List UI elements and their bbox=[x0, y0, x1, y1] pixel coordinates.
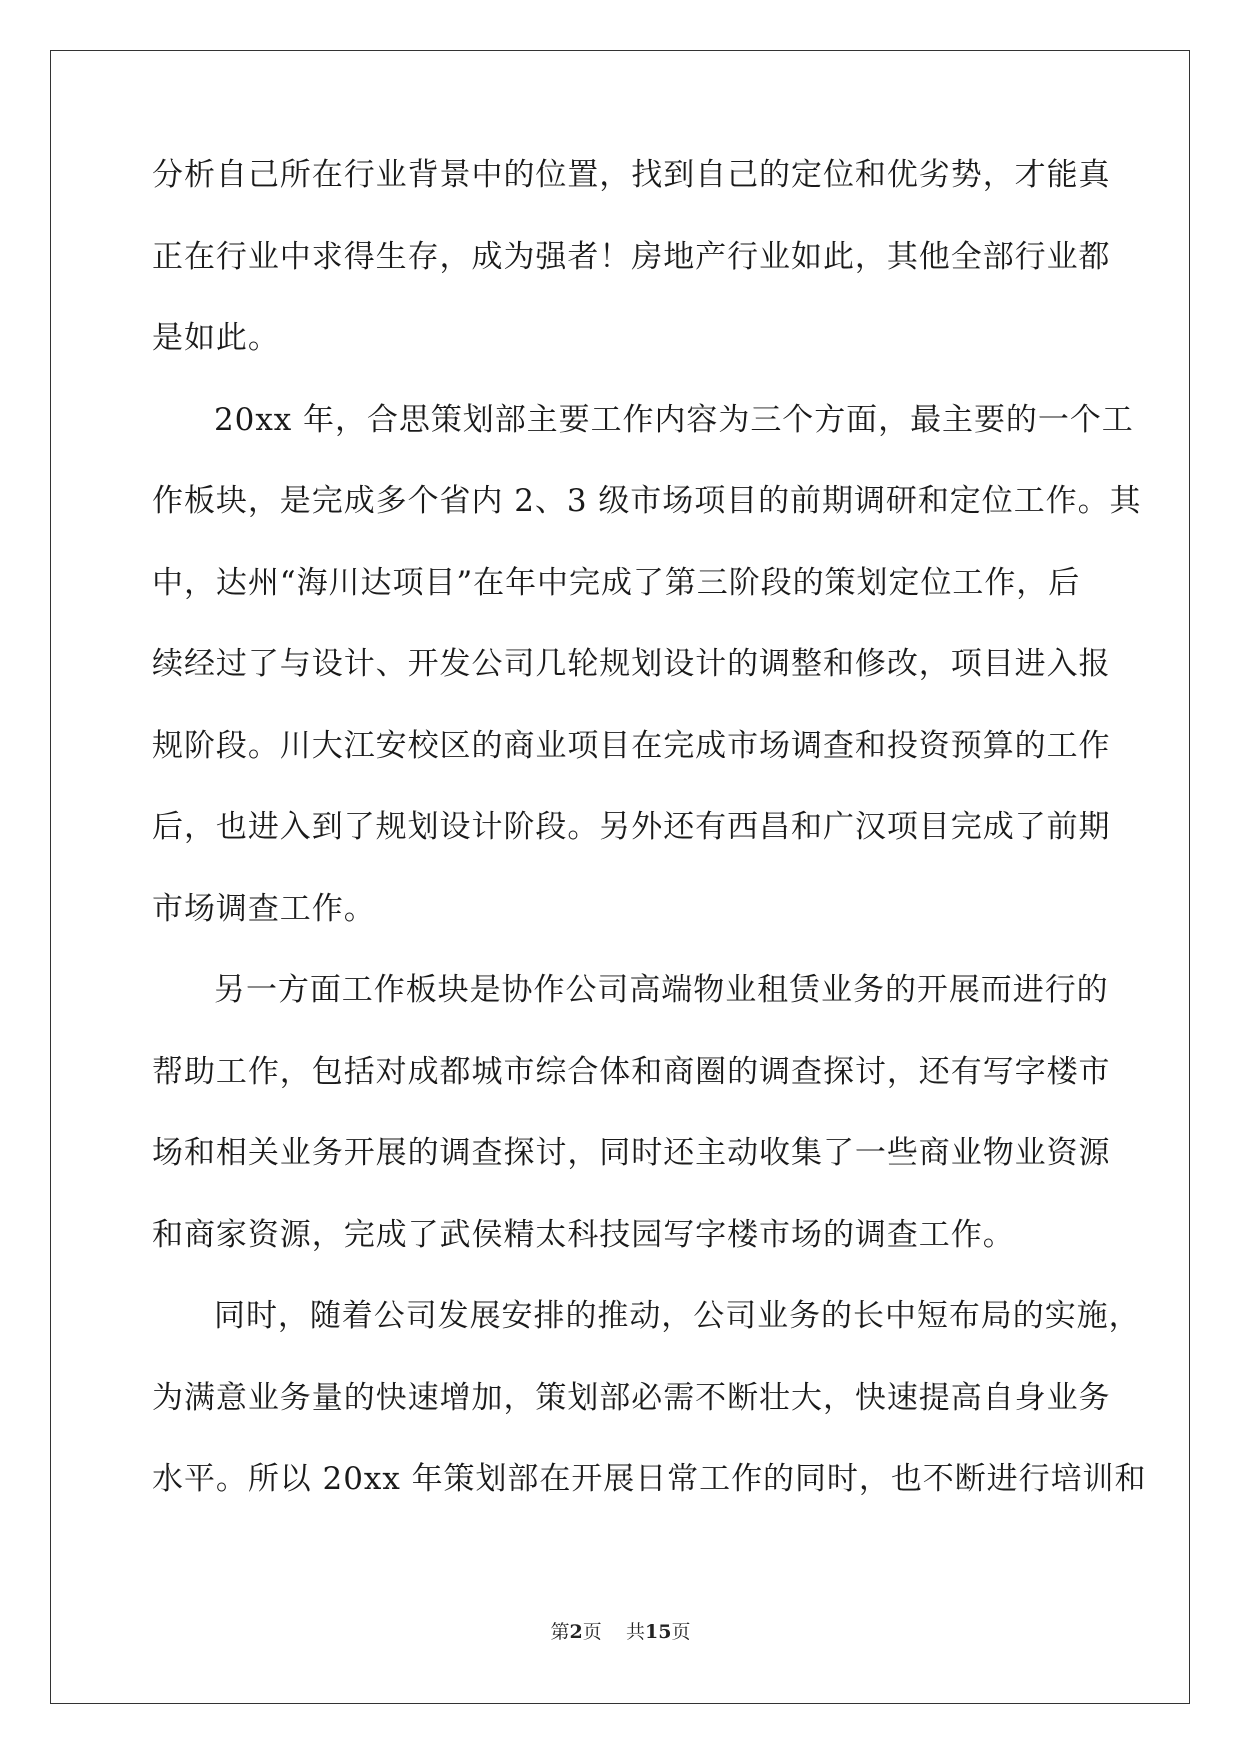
text-line: 规阶段。川大江安校区的商业项目在完成市场调查和投资预算的工作 bbox=[152, 727, 1111, 764]
page-footer bbox=[0, 1620, 1241, 1644]
text-line: 续经过了与设计、开发公司几轮规划设计的调整和修改，项目进入报 bbox=[152, 646, 1111, 682]
footer-total-prefix: 共 bbox=[625, 1621, 645, 1643]
text-line: 场和相关业务开展的调查探讨，同时还主动收集了一些商业物业资源 bbox=[152, 1135, 1111, 1171]
text-line: 作板块，是完成多个省内 2、3 级市场项目的前期调研和定位工作。其 bbox=[152, 483, 1142, 519]
text-line: 为满意业务量的快速增加，策划部必需不断壮大，快速提高自身业务 bbox=[152, 1379, 1111, 1416]
paragraph-start-line: 同时，随着公司发展安排的推动，公司业务的长中短布局的实施， bbox=[214, 1298, 1141, 1334]
text-line: 正在行业中求得生存，成为强者！房地产行业如此，其他全部行业都 bbox=[152, 238, 1111, 275]
text-line: 水平。所以 20xx 年策划部在开展日常工作的同时，也不断进行培训和 bbox=[152, 1461, 1147, 1497]
text-line: 分析自己所在行业背景中的位置，找到自己的定位和优劣势，才能真 bbox=[152, 157, 1111, 193]
text-line: 中，达州“海川达项目”在年中完成了第三阶段的策划定位工作，后 bbox=[152, 564, 1081, 601]
paragraph-start-line: 另一方面工作板块是协作公司高端物业租赁业务的开展而进行的 bbox=[214, 972, 1109, 1008]
paragraph-start-line: 20xx 年，合思策划部主要工作内容为三个方面，最主要的一个工 bbox=[214, 401, 1134, 438]
footer-total-unit: 页 bbox=[671, 1621, 691, 1643]
total-pages: 15 bbox=[644, 1621, 672, 1643]
text-line: 和商家资源，完成了武侯精太科技园写字楼市场的调查工作。 bbox=[152, 1216, 1015, 1253]
page-number: 2 bbox=[569, 1621, 583, 1643]
text-line: 市场调查工作。 bbox=[152, 890, 376, 927]
text-line: 是如此。 bbox=[152, 320, 280, 356]
footer-page-unit: 页 bbox=[582, 1621, 602, 1643]
text-line: 帮助工作，包括对成都城市综合体和商圈的调查探讨，还有写字楼市 bbox=[152, 1053, 1111, 1090]
document-body bbox=[152, 157, 1147, 1546]
footer-prefix: 第 bbox=[550, 1621, 570, 1643]
text-line: 后，也进入到了规划设计阶段。另外还有西昌和广汉项目完成了前期 bbox=[152, 809, 1111, 845]
